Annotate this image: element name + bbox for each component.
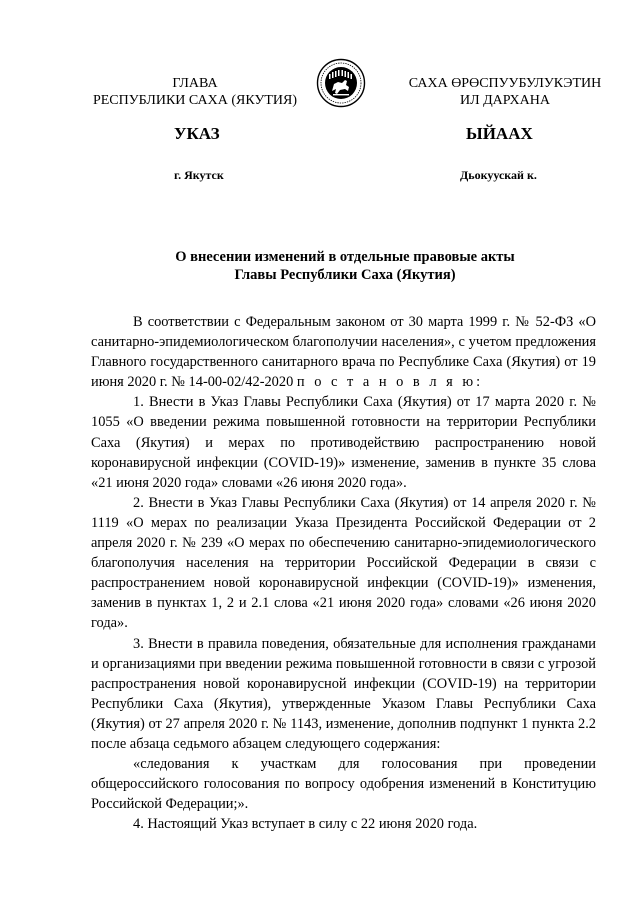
paragraph-1: 1. Внести в Указ Главы Республики Саха (Якутия) от 17 марта 2020 г. № 1055 «О введении режима повышенной готовности на территории Республики Саха (Якутия) и мерах по противодействию распространению новой коронавирусной инфекции (COVID-19)» изменение, заменив в пункте 35 слова «21 июня 2020 года» словами «26 июня 2020 года». [91, 394, 596, 491]
document-body [91, 312, 596, 834]
place-dyokuuskai: Дьокуускай к. [460, 168, 537, 182]
header-left-line2: РЕСПУБЛИКИ САХА (ЯКУТИЯ) [92, 93, 298, 108]
title-ukaz: УКАЗ [174, 124, 220, 143]
coat-of-arms-emblem-icon [316, 58, 366, 108]
paragraph-3: 3. Внести в правила поведения, обязательные для исполнения гражданами и организациями при введении режима повышенной готовности в связи с угрозой распространения новой коронавирусной инфекции (COVID-19) на территории Республики Саха (Якутия), утвержденные Указом Главы Республики Саха (Якутия) от 27 апреля 2020 г. № 1143, изменение, дополнив подпункт 1 пункта 2.2 после абзаца седьмого абзацем следующего содержания: [91, 635, 596, 752]
title-yiyaakh: ЫЙААХ [466, 124, 533, 143]
header-left [70, 75, 320, 109]
paragraph-intro [91, 312, 596, 392]
header-left-line1: ГЛАВА [172, 76, 218, 91]
subject-line1: О внесении изменений в отдельные правовые акты [175, 249, 515, 265]
subject-line2: Главы Республики Саха (Якутия) [234, 267, 456, 283]
header-right-line2: ИЛ ДАРХАНА [459, 93, 550, 108]
header-right-line1: САХА ӨРӨСПУУБУЛУКЭТИН [408, 76, 602, 91]
place-yakutsk: г. Якутск [174, 168, 224, 182]
paragraph-2: 2. Внести в Указ Главы Республики Саха (Якутия) от 14 апреля 2020 г. № 1119 «О мерах по реализации Указа Президента Российской Федерации от 2 апреля 2020 г. № 239 «О мерах по обеспечению санитарно-эпидемиологического благополучия населения на территории Российской Федерации в связи с распространением новой коронавирусной инфекции (COVID-19)» изменения, заменив в пунктах 1, 2 и 2.1 слова «21 июня 2020 года» словами «26 июня 2020 года». [91, 494, 596, 632]
document-subject [60, 248, 630, 284]
intro-text: В соответствии с Федеральным законом от 30 марта 1999 г. № 52-ФЗ «О санитарно-эпидемиологическом благополучии населения», с учетом предложения Главного государственного санитарного врача по Республике Саха (Якутия) от 19 июня 2020 г. № 14-00-02/42-2020 [91, 314, 596, 391]
postanovlyayu-text: п о с т а н о в л я ю: [296, 374, 484, 391]
paragraph-3-quote: «следования к участкам для голосования при проведении общероссийского голосования по вопросу одобрения изменений в Конституцию Российской Федерации;». [91, 756, 596, 813]
header-right [385, 75, 625, 109]
paragraph-4: 4. Настоящий Указ вступает в силу с 22 июня 2020 года. [133, 816, 478, 833]
